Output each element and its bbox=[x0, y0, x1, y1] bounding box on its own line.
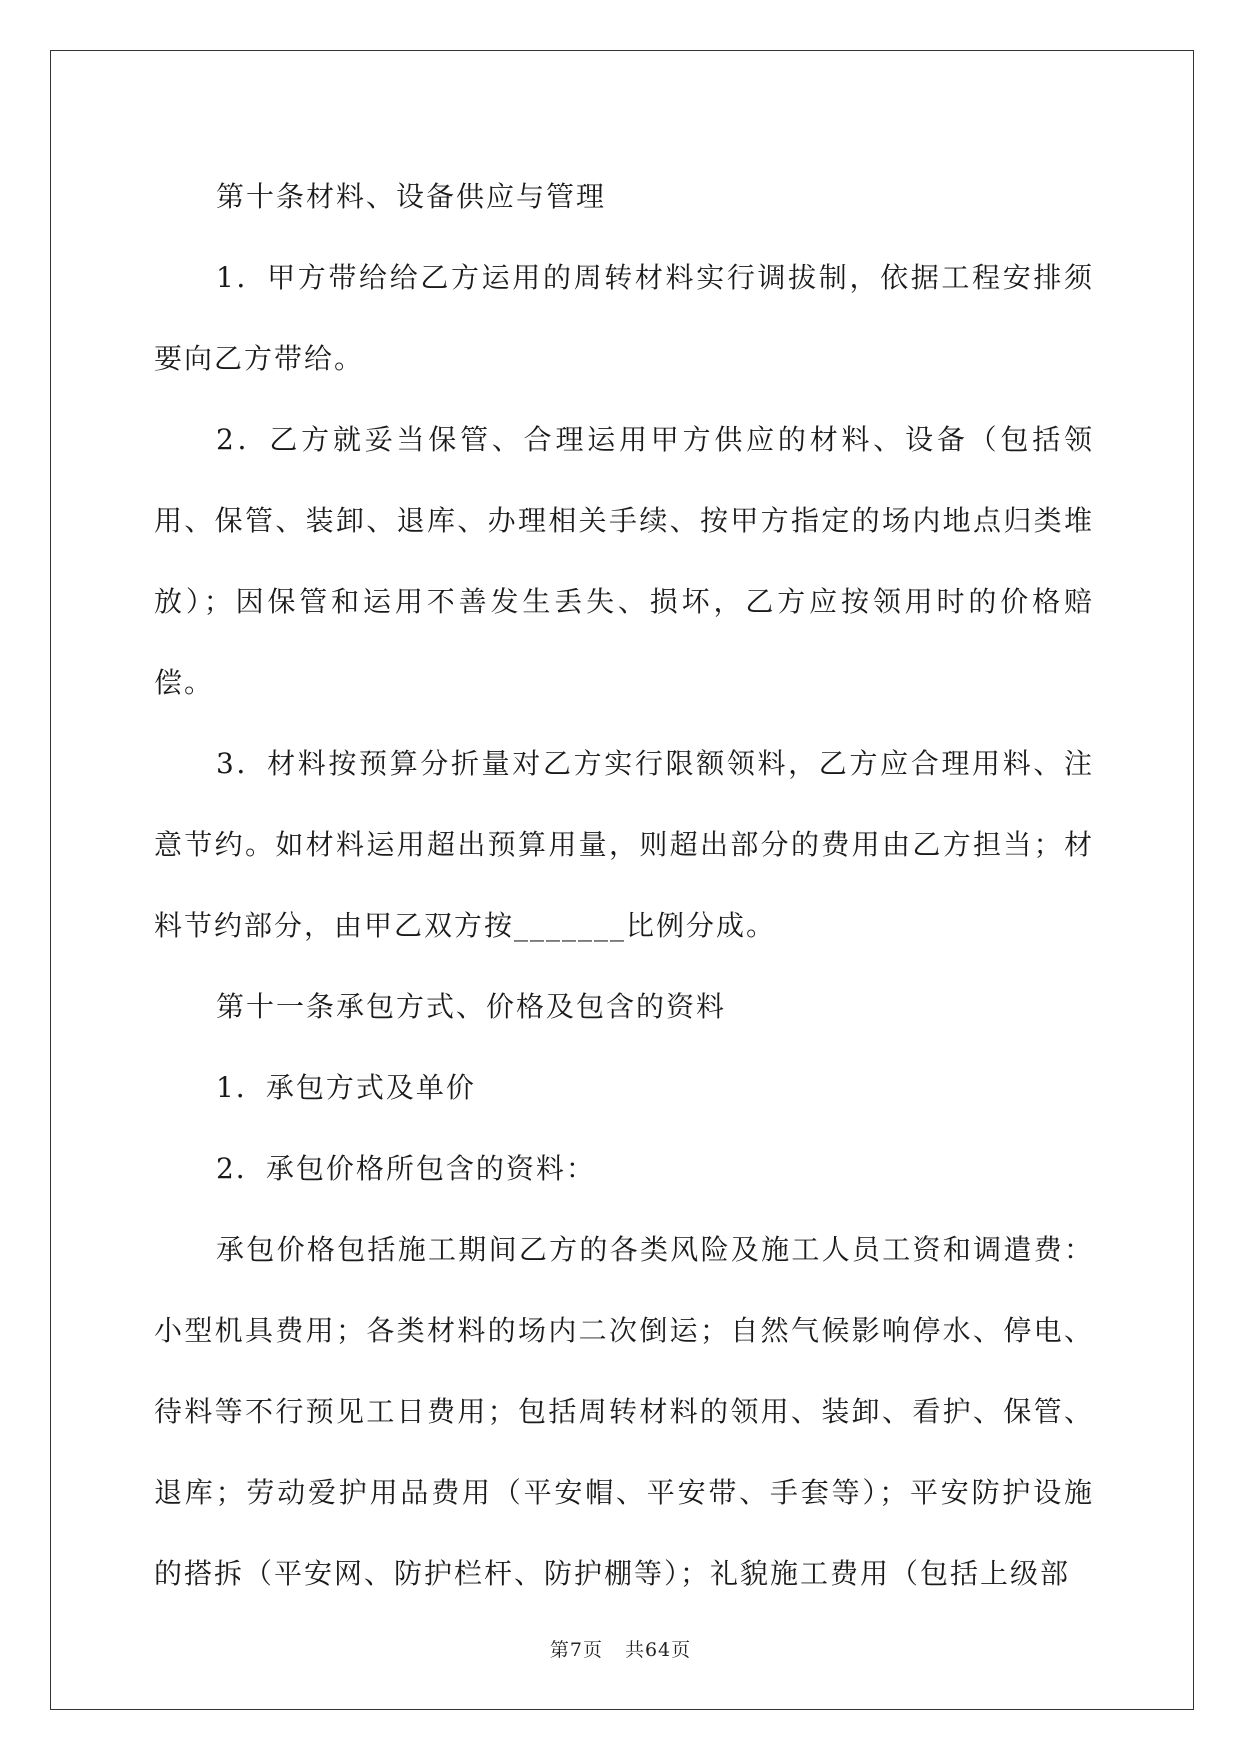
document-body bbox=[154, 156, 1094, 1614]
current-page-label: 第7页 bbox=[549, 1639, 603, 1661]
article-11-item-2: 2．承包价格所包含的资料： bbox=[216, 1152, 596, 1185]
page-footer bbox=[0, 1635, 1241, 1662]
article-10-item-1: 1．甲方带给给乙方运用的周转材料实行调拔制，依据工程安排须要向乙方带给。 bbox=[154, 261, 1094, 375]
article-10-item-2: 2．乙方就妥当保管、合理运用甲方供应的材料、设备（包括领用、保管、装卸、退库、办理相关手续、按甲方指定的场内地点归类堆放）；因保管和运用不善发生丢失、损坏，乙方应按领用时的价格赔偿。 bbox=[154, 423, 1094, 699]
article-11-price-details: 承包价格包括施工期间乙方的各类风险及施工人员工资和调遣费：小型机具费用；各类材料的场内二次倒运；自然气候影响停水、停电、待料等不行预见工日费用；包括周转材料的领用、装卸、看护、保管、退库；劳动爱护用品费用（平安帽、平安带、手套等）；平安防护设施的搭拆（平安网、防护栏杆、防护棚等）；礼貌施工费用（包括上级部 bbox=[154, 1233, 1094, 1590]
total-pages-label: 共64页 bbox=[624, 1639, 692, 1661]
article-11-item-1: 1．承包方式及单价 bbox=[216, 1071, 476, 1104]
article-11-heading: 第十一条承包方式、价格及包含的资料 bbox=[216, 990, 727, 1023]
article-10-heading: 第十条材料、设备供应与管理 bbox=[216, 180, 607, 213]
article-10-item-3: 3．材料按预算分折量对乙方实行限额领料，乙方应合理用料、注意节约。如材料运用超出预算用量，则超出部分的费用由乙方担当；材料节约部分，由甲乙双方按_______比例分成。 bbox=[154, 747, 1094, 942]
